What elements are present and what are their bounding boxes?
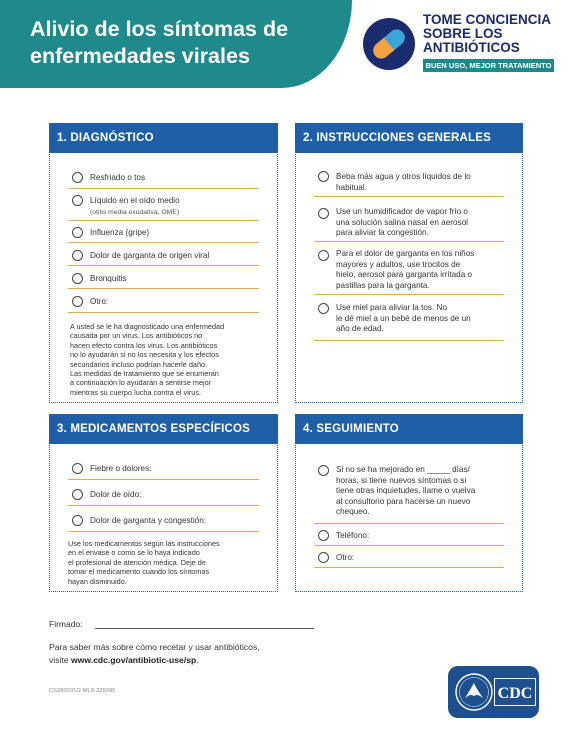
note-line: causada por un virus. Los antibióticos no <box>70 331 203 341</box>
option-line: al consultorio para hacerse un nuevo <box>336 496 471 506</box>
note-line: hacen efecto contra los virus. Los antibióticos <box>70 340 218 350</box>
cdc-logo <box>448 666 539 718</box>
more-info-link[interactable]: www.cdc.gov/antibiotic-use/sp <box>70 655 197 665</box>
radio-icon[interactable] <box>72 227 83 238</box>
radio-icon[interactable] <box>318 303 329 314</box>
option-label: Fiebre o dolores: <box>90 464 152 473</box>
more-info-suffix: . <box>196 655 199 665</box>
option-label <box>336 465 504 518</box>
option-line: tiene otras inquietudes, llame o vuelva <box>336 486 476 495</box>
option-line: horas, si tiene nuevos síntomas o si <box>336 475 467 485</box>
radio-icon[interactable] <box>318 552 329 563</box>
followup-option-other[interactable] <box>314 551 504 568</box>
radio-icon[interactable] <box>72 250 83 261</box>
option-line: le dé miel a un bebé de menos de un <box>336 313 471 323</box>
note-line: mientras su cuerpo lucha contra el virus. <box>70 387 201 397</box>
hhs-seal-icon <box>454 672 494 712</box>
panel-diagnosis-title: 1. DIAGNÓSTICO <box>49 123 278 153</box>
option-label <box>90 196 259 218</box>
document-code: CS280031G MLS 325095 <box>49 688 116 694</box>
radio-icon[interactable] <box>72 463 83 474</box>
diagnosis-option-bronchitis[interactable] <box>68 271 259 289</box>
option-label <box>336 303 504 335</box>
option-line: mayores y adultos, use trocitos de <box>336 259 461 269</box>
option-line: año de edad. <box>336 324 384 333</box>
general-option-honey[interactable] <box>314 301 504 341</box>
radio-icon[interactable] <box>72 515 83 526</box>
cdc-wordmark-icon <box>494 678 536 706</box>
option-label: Influenza (gripe) <box>90 228 150 237</box>
logo-text-line1: TOME CONCIENCIA <box>423 12 552 27</box>
signature-line[interactable] <box>95 628 314 629</box>
radio-icon[interactable] <box>318 208 329 219</box>
option-line: hielo, aerosol para garganta irritada o <box>336 270 473 279</box>
option-label: Otro: <box>336 553 355 562</box>
logo-text-line3: ANTIBIÓTICOS <box>423 40 520 55</box>
diagnosis-option-flu[interactable] <box>68 225 259 243</box>
general-option-sore-throat[interactable] <box>314 247 504 295</box>
note-line: Use los medicamentos según las instrucciones <box>68 539 220 548</box>
cdc-text: CDC <box>497 685 533 702</box>
note-line: hayan disminuido. <box>68 576 127 586</box>
radio-icon[interactable] <box>72 172 83 183</box>
option-label: Bronquitis <box>90 274 127 283</box>
option-label: Dolor de garganta y congestión: <box>90 516 207 525</box>
page-title <box>30 16 330 70</box>
option-line: chequeo. <box>336 507 370 516</box>
followup-option-not-improved[interactable] <box>314 462 504 524</box>
panel-general-title: 2. INSTRUCCIONES GENERALES <box>295 123 523 153</box>
radio-icon[interactable] <box>318 171 329 182</box>
panel-medications-title: 3. MEDICAMENTOS ESPECÍFICOS <box>49 414 278 444</box>
note-line: a continuación lo ayudarán a sentirse mejor <box>70 378 212 388</box>
more-info-line1: Para saber más sobre cómo recetar y usar antibióticos, <box>49 642 260 652</box>
option-label: Resfriado o tos <box>90 173 146 182</box>
page-title-line1: Alivio de los síntomas de <box>30 17 289 41</box>
option-line: Use un humidificador de vapor frío o <box>336 207 468 216</box>
panel-followup-title: 4. SEGUIMIENTO <box>295 414 523 444</box>
general-option-fluids[interactable] <box>314 169 504 197</box>
panel-diagnosis <box>49 123 278 403</box>
medications-option-ear-pain[interactable] <box>68 488 259 506</box>
option-line: Si no se ha mejorado en _____ días/ <box>336 465 470 474</box>
panel-general-instructions <box>295 123 523 403</box>
option-line: Use miel para aliviar la tos. No <box>336 303 448 312</box>
option-label <box>336 207 504 239</box>
note-line: el profesional de atención médica. Deje de <box>68 557 206 567</box>
note-line: secundarios incluso podrían hacerle daño. <box>70 359 208 369</box>
diagnosis-note <box>70 322 270 397</box>
radio-icon[interactable] <box>318 465 329 476</box>
signed-label: Firmado: <box>49 619 83 629</box>
more-info-prefix: visite <box>49 655 71 665</box>
option-label: Teléfono: <box>336 531 370 540</box>
radio-icon[interactable] <box>318 250 329 261</box>
panel-follow-up <box>295 414 523 592</box>
radio-icon[interactable] <box>72 296 83 307</box>
radio-icon[interactable] <box>72 273 83 284</box>
option-label-sub: (otitis media exudativa, OME) <box>90 208 180 216</box>
medications-note <box>68 539 273 586</box>
medications-option-sore-throat[interactable] <box>68 514 259 532</box>
option-line: Beba más agua y otros líquidos de lo <box>336 172 471 181</box>
logo-text-line2: SOBRE LOS <box>423 26 503 41</box>
option-line: pastillas para la garganta. <box>336 280 430 290</box>
followup-option-phone[interactable] <box>314 529 504 546</box>
diagnosis-option-cold[interactable] <box>68 171 259 189</box>
note-line: Las medidas de tratamiento que se enumeran <box>70 369 219 379</box>
note-line: no lo ayudarán si no los necesita y los efectos <box>70 350 219 360</box>
medications-option-fever[interactable] <box>68 462 259 480</box>
diagnosis-option-ear-fluid[interactable] <box>68 193 259 221</box>
note-line: tomar el medicamento cuando los síntomas <box>68 567 210 577</box>
note-line: en el envase o como se lo haya indicado <box>68 548 200 558</box>
diagnosis-option-sore-throat[interactable] <box>68 248 259 266</box>
panel-specific-medications <box>49 414 278 592</box>
general-option-humidifier[interactable] <box>314 204 504 242</box>
option-label-main: Líquido en el oído medio <box>90 196 180 205</box>
note-line: A usted se le ha diagnosticado una enfermedad <box>70 322 225 331</box>
option-label <box>336 172 504 193</box>
diagnosis-option-other[interactable] <box>68 295 259 313</box>
option-line: habitual. <box>336 182 367 192</box>
more-info-line2 <box>49 655 199 665</box>
option-line: Para el dolor de garganta en los niños <box>336 249 475 258</box>
logo-tagline: BUEN USO, MEJOR TRATAMIENTO <box>423 59 554 72</box>
radio-icon[interactable] <box>318 530 329 541</box>
page-title-line2: enfermedades virales <box>30 44 250 68</box>
radio-icon[interactable] <box>72 489 83 500</box>
option-label: Dolor de garganta de origen viral <box>90 251 210 260</box>
option-label: Dolor de oído: <box>90 490 142 499</box>
antibiotic-pill-icon <box>362 17 416 71</box>
option-line: una solución salina nasal en aerosol <box>336 217 468 227</box>
option-label <box>336 249 504 291</box>
option-label: Otro: <box>90 297 109 306</box>
option-line: para aliviar la congestión. <box>336 228 429 237</box>
radio-icon[interactable] <box>72 195 83 206</box>
